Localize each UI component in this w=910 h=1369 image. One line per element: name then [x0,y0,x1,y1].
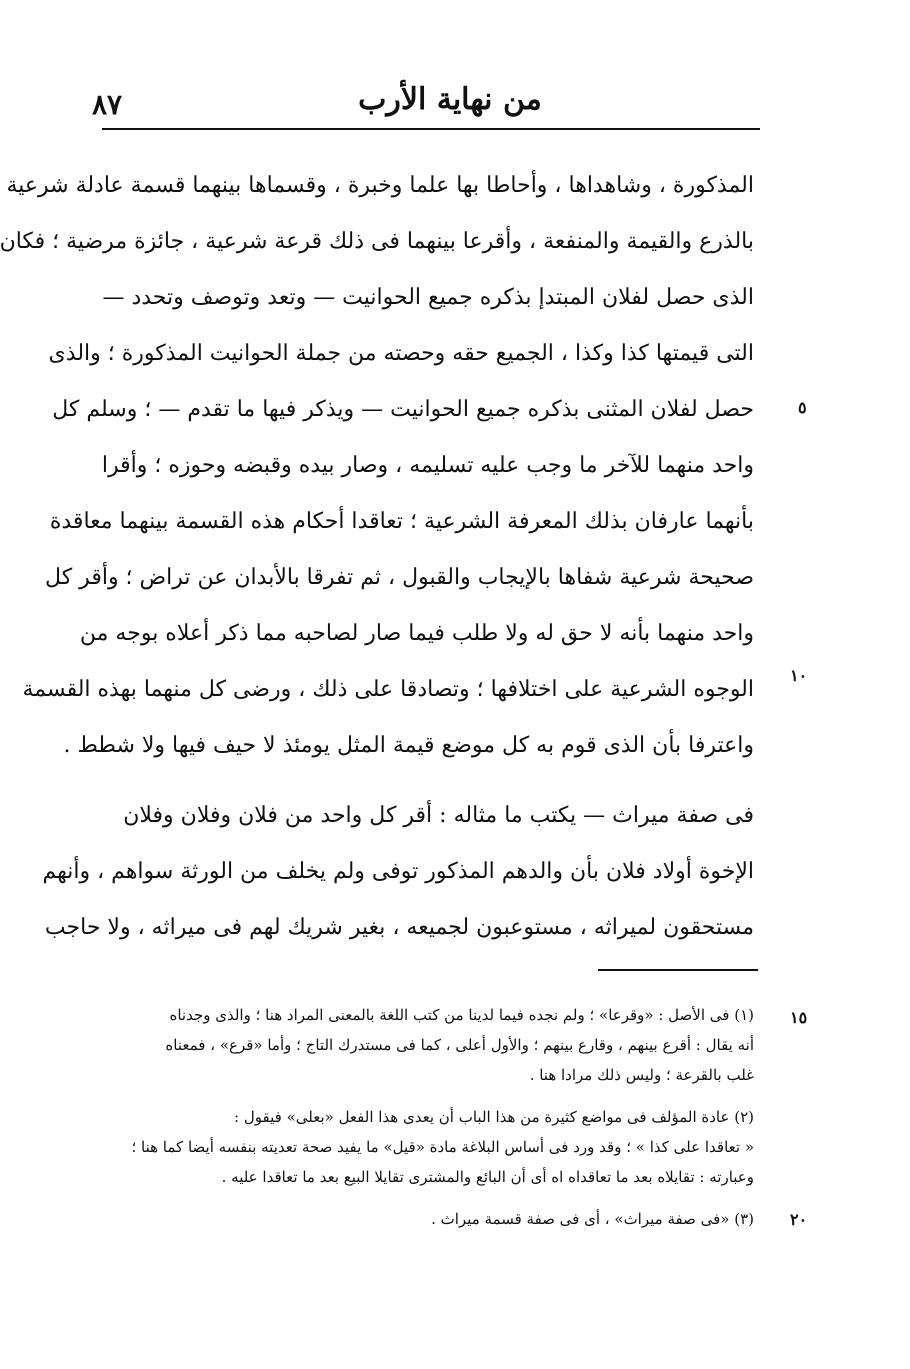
paragraph-two [42,788,754,956]
text-line: واحد منهما بأنه لا حق له ولا طلب فيما صار لصاحبه مما ذكر أعلاه بوجه من [79,621,754,646]
margin-number-5: ٥ [798,398,807,417]
footnotes [102,1000,754,1234]
text-line: حصل لفلان المثنى بذكره جميع الحوانيت — ويذكر فيها ما تقدم — ؛ وسلم كل [52,397,754,422]
header-rule [102,128,760,130]
text-line: التى قيمتها كذا وكذا ، الجميع حقه وحصته من جملة الحوانيت المذكورة ؛ والذى [48,341,754,366]
text-line: صحيحة شرعية شفاها بالإيجاب والقبول ، ثم تفرقا بالأبدان عن تراض ؛ وأقر كل [45,565,754,590]
margin-number-10: ١٠ [790,666,808,685]
footnote-rule [598,969,758,971]
footnote-1-line: (١) فى الأصل : «وقرعا» ؛ ولم نجده فيما لدينا من كتب اللغة بالمعنى المراد هنا ؛ والذى وجدناه [169,1006,754,1024]
footnote-1-line: غلب بالقرعة ؛ وليس ذلك مرادا هنا . [529,1066,754,1084]
text-line: الذى حصل لفلان المبتدإ بذكره جميع الحوانيت — وتعد وتوصف وتحدد — [102,285,754,310]
paragraph-one [0,158,754,774]
text-line: واعترفا بأن الذى قوم به كل موضع قيمة المثل يومئذ لا حيف فيها ولا شطط . [63,733,754,758]
running-head: من نهاية الأرب [358,82,542,117]
text-line: المذكورة ، وشاهداها ، وأحاطا بها علما وخبرة ، وقسماها بينهما قسمة عادلة شرعية [6,173,754,198]
page-number: ٨٧ [92,88,123,121]
footnote-2-line: « تعاقدا على كذا » ؛ وقد ورد فى أساس البلاغة مادة «قيل» ما يفيد صحة تعديته بنفسه أيضا كما هنا ؛ [131,1138,754,1156]
text-line: بأنهما عارفان بذلك المعرفة الشرعية ؛ تعاقدا أحكام هذه القسمة بينهما معاقدة [49,509,754,534]
margin-number-15: ١٥ [790,1008,808,1027]
text-line: الوجوه الشرعية على اختلافها ؛ وتصادقا على ذلك ، ورضى كل منهما بهذه القسمة [22,677,754,702]
text-line: واحد منهما للآخر ما وجب عليه تسليمه ، وصار بيده وقبضه وحوزه ؛ وأقرا [101,453,754,478]
footnote-3-line: (٣) «فى صفة ميراث» ، أى فى صفة قسمة ميراث . [431,1210,754,1228]
footnote-1-line: أنه يقال : أقرع بينهم ، وقارع بينهم ؛ والأول أعلى ، كما فى مستدرك التاج ؛ وأما «قرع» ، فمعناه [165,1036,754,1054]
text-line: مستحقون لميراثه ، مستوعبون لجميعه ، بغير شريك لهم فى ميراثه ، ولا حاجب [44,915,754,940]
footnote-spacer [102,1090,754,1102]
margin-number-20: ٢٠ [790,1210,808,1229]
text-line: فى صفة ميراث — يكتب ما مثاله : أقر كل واحد من فلان وفلان وفلان [123,803,754,828]
text-line: بالذرع والقيمة والمنفعة ، وأقرعا بينهما فى ذلك قرعة شرعية ، جائزة مرضية ؛ فكان [0,229,754,254]
footnote-2-line: وعبارته : تقايلاه بعد ما تعاقداه اه أى أن البائع والمشترى تقايلا البيع بعد ما تعاقدا عليه . [221,1168,754,1186]
footnote-2-line: (٢) عادة المؤلف فى مواضع كثيرة من هذا الباب أن يعدى هذا الفعل «بعلى» فيقول : [234,1108,754,1126]
text-line: الإخوة أولاد فلان بأن والدهم المذكور توفى ولم يخلف من الورثة سواهم ، وأنهم [42,859,754,884]
footnote-spacer [102,1192,754,1204]
